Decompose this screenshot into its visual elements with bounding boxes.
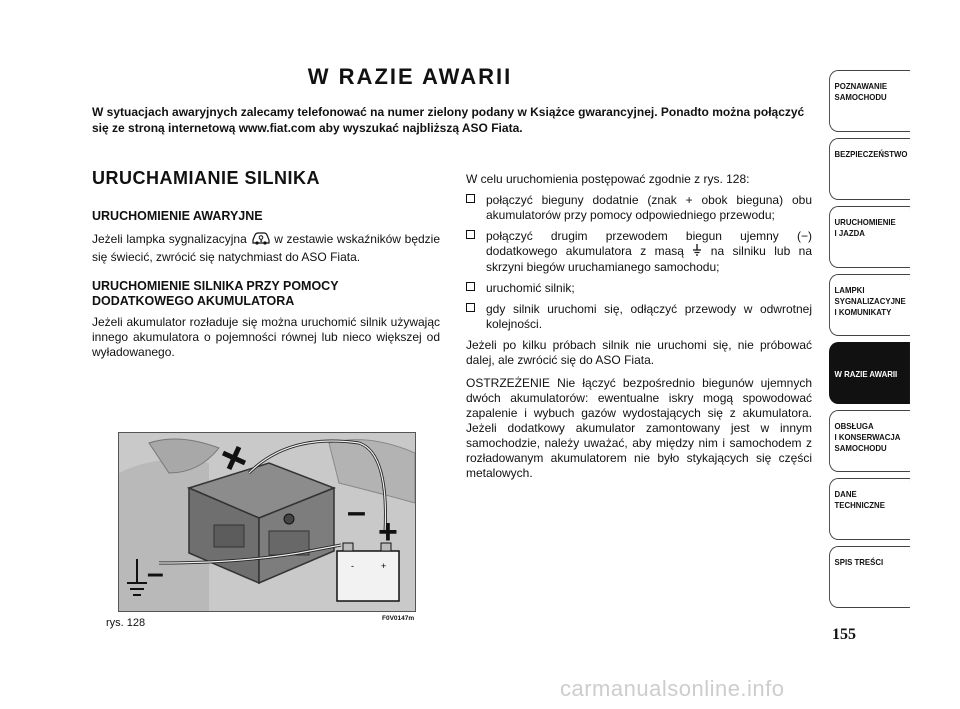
- emergency-text-b: w zestawie wskaźników będzie się świecić, zwrócić się natychmiast do ASO Fiata.: [92, 232, 441, 264]
- warning-paragraph: OSTRZEŻENIE Nie łączyć bezpośrednio biegunów ujemnych dwóch akumulatorów: ewentualne iskry mogą spowodować zapalenie i wybuch gazów wydostających się z akumulatora. Jeżeli dodatkowy akumulator zamontowany jest w innym samochodzie, należy uważać, aby między nim i samochodem z rozładowanym akumulatorem nie było stykających się części metalowych.: [466, 376, 812, 480]
- right-column: [466, 172, 812, 495]
- left-column: [92, 168, 440, 374]
- instructions-lead: W celu uruchomienia postępować zgodnie z rys. 128:: [466, 172, 750, 186]
- tab-bezpieczenstwo[interactable]: BEZPIECZEŃSTWO: [829, 138, 910, 200]
- page-number: 155: [832, 626, 856, 643]
- ground-symbol-icon: [692, 244, 702, 260]
- checkbox-bullet-icon: [466, 282, 475, 291]
- svg-text:-: -: [351, 561, 354, 571]
- instruction-list: [466, 193, 812, 332]
- intro-paragraph: W sytuacjach awaryjnych zalecamy telefonować na numer zielony podany w Książce gwarancyjnej. Ponadto można połączyć się ze stroną internetową www.fiat.com aby wyszukać najbliższą ASO Fiata.: [92, 105, 805, 135]
- list-item: uruchomić silnik;: [466, 281, 812, 296]
- svg-text:+: +: [381, 561, 387, 571]
- watermark: carmanualsonline.info: [560, 676, 785, 701]
- tab-obsluga-i-konserwacja[interactable]: OBSŁUGA I KONSERWACJA SAMOCHODU: [829, 410, 910, 472]
- tab-uruchomienie-i-jazda[interactable]: URUCHOMIENIE I JAZDA: [829, 206, 910, 268]
- checkbox-bullet-icon: [466, 230, 475, 239]
- jump-start-figure: [118, 432, 416, 612]
- list-item: gdy silnik uruchomi się, odłączyć przewody w odwrotnej kolejności.: [466, 302, 812, 332]
- tab-lampki-sygnalizacyjne[interactable]: LAMPKI SYGNALIZACYJNE I KOMUNIKATY: [829, 274, 910, 336]
- section-title: URUCHAMIANIE SILNIKA: [92, 168, 320, 188]
- page-title: W RAZIE AWARII: [307, 64, 513, 89]
- figure-code: F0V0147m: [382, 615, 415, 622]
- figure-caption: rys. 128: [106, 617, 146, 629]
- list-item: połączyć bieguny dodatnie (znak + obok bieguna) obu akumulatorów przy pomocy odpowiedniego przewodu;: [466, 193, 812, 223]
- booster-paragraph: Jeżeli akumulator rozładuje się można uruchomić silnik używając innego akumulatora o pojemności równej lub nieco większej od wyładowanego.: [92, 315, 440, 359]
- minus-label: –: [347, 493, 366, 531]
- plus-label: +: [378, 513, 398, 551]
- tab-poznawanie-samochodu[interactable]: POZNAWANIE SAMOCHODU: [829, 70, 910, 132]
- chapter-tabs: [829, 70, 917, 614]
- tab-spis-tresci[interactable]: SPIS TREŚCI: [829, 546, 910, 608]
- emergency-heading: URUCHOMIENIE AWARYJNE: [92, 209, 263, 223]
- ground-minus-label: –: [147, 557, 164, 590]
- tab-w-razie-awarii[interactable]: W RAZIE AWARII: [829, 342, 910, 404]
- booster-heading: URUCHOMIENIE SILNIKA PRZY POMOCY DODATKOWEGO AKUMULATORA: [92, 279, 339, 308]
- after-paragraph: Jeżeli po kilku próbach silnik nie uruchomi się, nie próbować dalej, ale zwrócić się do ASO Fiata.: [466, 338, 812, 367]
- list-item: połączyć drugim przewodem biegun ujemny (−) dodatkowego akumulatora z masą na silniku lub na skrzyni biegów uruchamianego samochodu;: [466, 229, 812, 275]
- emergency-text-a: Jeżeli lampka sygnalizacyjna: [92, 232, 247, 247]
- checkbox-bullet-icon: [466, 194, 475, 203]
- checkbox-bullet-icon: [466, 303, 475, 312]
- tab-dane-techniczne[interactable]: DANE TECHNICZNE: [829, 478, 910, 540]
- immobilizer-car-key-icon: [251, 230, 271, 250]
- emergency-paragraph: [92, 230, 440, 265]
